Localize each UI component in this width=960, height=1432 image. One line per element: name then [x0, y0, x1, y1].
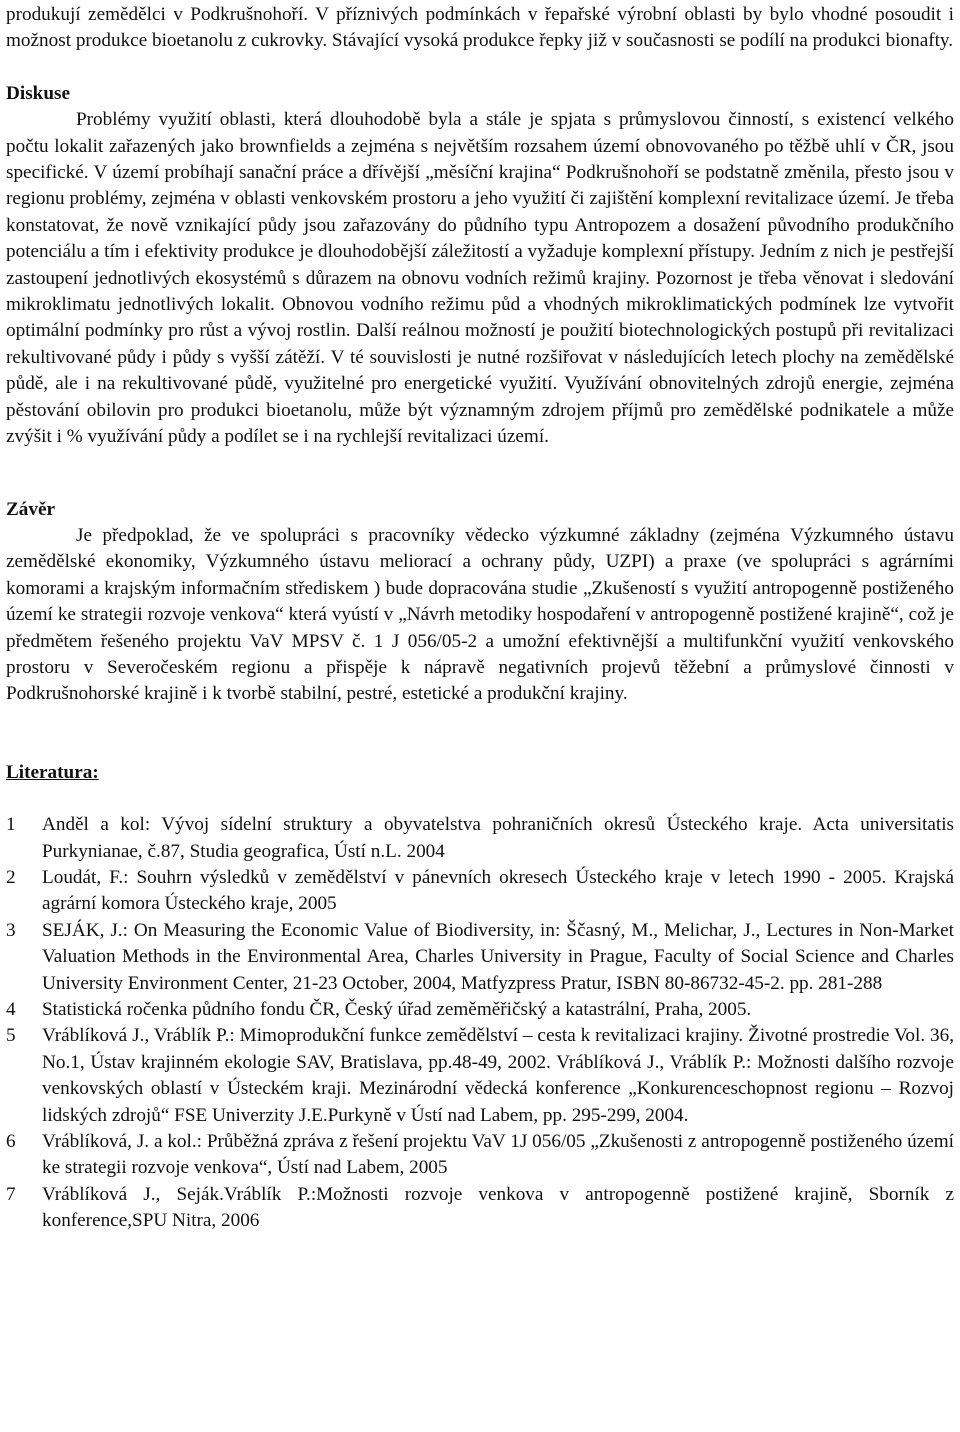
- reference-text: Vráblíková, J. a kol.: Průběžná zpráva z řešení projektu VaV 1J 056/05 „Zkušenosti z antropogenně postiženého území ke strategii rozvoje venkova“, Ústí nad Labem, 2005: [42, 1131, 954, 1179]
- reference-number: 1: [6, 814, 16, 836]
- reference-number: 3: [6, 919, 16, 941]
- reference-text: Statistická ročenka půdního fondu ČR, Český úřad zeměměřičský a katastrální, Praha, 2005.: [42, 999, 752, 1020]
- reference-item: [6, 918, 954, 997]
- reference-item: [6, 1129, 954, 1182]
- reference-list: [6, 812, 954, 1235]
- diskuse-heading: Diskuse: [6, 82, 70, 104]
- intro-paragraph: produkují zemědělci v Podkrušnohoří. V příznivých podmínkách v řepařské výrobní oblasti by bylo vhodné posoudit i možnost produkce bioetanolu z cukrovky. Stávající vysoká produkce řepky již v současnosti se podílí na produkci bionafty.: [6, 4, 954, 52]
- reference-number: 7: [6, 1183, 16, 1205]
- reference-item: [6, 997, 954, 1023]
- reference-text: SEJÁK, J.: On Measuring the Economic Value of Biodiversity, in: Ščasný, M., Melichar, J., Lectures in Non-Market Valuation Methods in the Environmental Area, Charles University in Prague, Faculty of Social Science and Charles University Environment Center, 21-23 October, 2004, Matfyzpress Pratur, ISBN 80-86732-45-2. pp. 281-288: [42, 919, 954, 994]
- zaver-paragraph: Je předpoklad, že ve spolupráci s pracovníky vědecko výzkumné základny (zejména Výzkumného ústavu zemědělské ekonomiky, Výzkumného ústavu meliorací a ochrany půdy, UZPI) a praxe (ve spolupráci s agrárními komorami a krajským informačním střediskem ) bude dopracována studie „Zkušeností s využití antropogenně postiženého území ke strategii rozvoje venkova“ která vyústí v „Návrh metodiky hospodaření v antropogenně postižené krajině“, což je předmětem řešeného projektu VaV MPSV č. 1 J 056/05-2 a umožní efektivnější a multifunkční využití venkovského prostoru v Severočeském regionu a přispěje k nápravě negativních projevů těžební a průmyslové činnosti v Podkrušnohorské krajině i k tvorbě stabilní, pestré, estetické a produkční krajiny.: [6, 524, 954, 705]
- zaver-heading: Závěr: [6, 498, 56, 520]
- reference-item: [6, 1182, 954, 1235]
- literatura-heading: Literatura:: [6, 761, 99, 783]
- reference-number: 5: [6, 1025, 16, 1047]
- reference-item: [6, 812, 954, 865]
- reference-number: 4: [6, 999, 16, 1020]
- reference-text: Vráblíková J., Vráblík P.: Mimoprodukční funkce zemědělství – cesta k revitalizaci krajiny. Životné prostredie Vol. 36, No.1, Ústav krajinném ekologie SAV, Bratislava, pp.48-49, 2002. Vráblíková J., Vráblík P.: Možnosti dalšího rozvoje venkovských oblastí v Ústeckém kraji. Mezinárodní vědecká konference „Konkurenceschopnost regionu – Rozvoj lidských zdrojů“ FSE Univerzity J.E.Purkyně v Ústí nad Labem, pp. 295-299, 2004.: [42, 1025, 954, 1126]
- reference-text: Vráblíková J., Seják.Vráblík P.:Možnosti rozvoje venkova v antropogenně postižené krajině, Sborník z konference,SPU Nitra, 2006: [42, 1183, 954, 1232]
- diskuse-paragraph: Problémy využití oblasti, která dlouhodobě byla a stále je spjata s průmyslovou činností, s existencí velkého počtu lokalit zařazených jako brownfields a zejména s největším rozsahem území obnovovaného po těžbě uhlí v ČR, jsou specifické. V území probíhají sanační práce a dřívější „měsíční krajina“ Podkrušnohoří se podstatně změnila, přesto jsou v regionu problémy, zejména v oblasti venkovském prostoru a jeho využití či zajištění komplexní revitalizace území. Je třeba konstatovat, že nově vznikající půdy jsou zařazovány do půdního typu Antropozem a dosažení původního produkčního potenciálu a tím i efektivity produkce je dlouhodobější záležitostí a vyžaduje komplexní přístupy. Jedním z nich je pestřejší zastoupení jednotlivých ekosystémů s důrazem na obnovu vodních režimů krajiny. Pozornost je třeba věnovat i sledování mikroklimatu jednotlivých lokalit. Obnovou vodního režimu půd a vhodných mikroklimatických podmínek lze vytvořit optimální podmínky pro růst a vývoj rostlin. Další reálnou možností je použití biotechnologických postupů při revitalizaci rekultivované půdy i půdy s vyšší zátěží. V té souvislosti je nutné rozšiřovat v následujících letech plochy na zemědělské půdě, ale i na rekultivované půdě, využitelné pro energetické využití. Využívání obnovitelných zdrojů energie, zejména pěstování obilovin pro produkci bioetanolu, může být významným zdrojem příjmů pro zemědělské podnikatele a může zvýšit i % využívání půdy a podílet se i na rychlejší revitalizaci území.: [6, 109, 954, 448]
- reference-item: [6, 1023, 954, 1129]
- reference-item: [6, 865, 954, 918]
- reference-text: Anděl a kol: Vývoj sídelní struktury a obyvatelstva pohraničních okresů Ústeckého kraje. Acta universitatis Purkynianae, č.87, Studia geografica, Ústí n.L. 2004: [42, 814, 954, 862]
- reference-number: 2: [6, 866, 16, 888]
- reference-text: Loudát, F.: Souhrn výsledků v zemědělství v pánevních okresech Ústeckého kraje v letech 1990 - 2005. Krajská agrární komora Ústeckého kraje, 2005: [42, 866, 954, 915]
- reference-number: 6: [6, 1131, 16, 1153]
